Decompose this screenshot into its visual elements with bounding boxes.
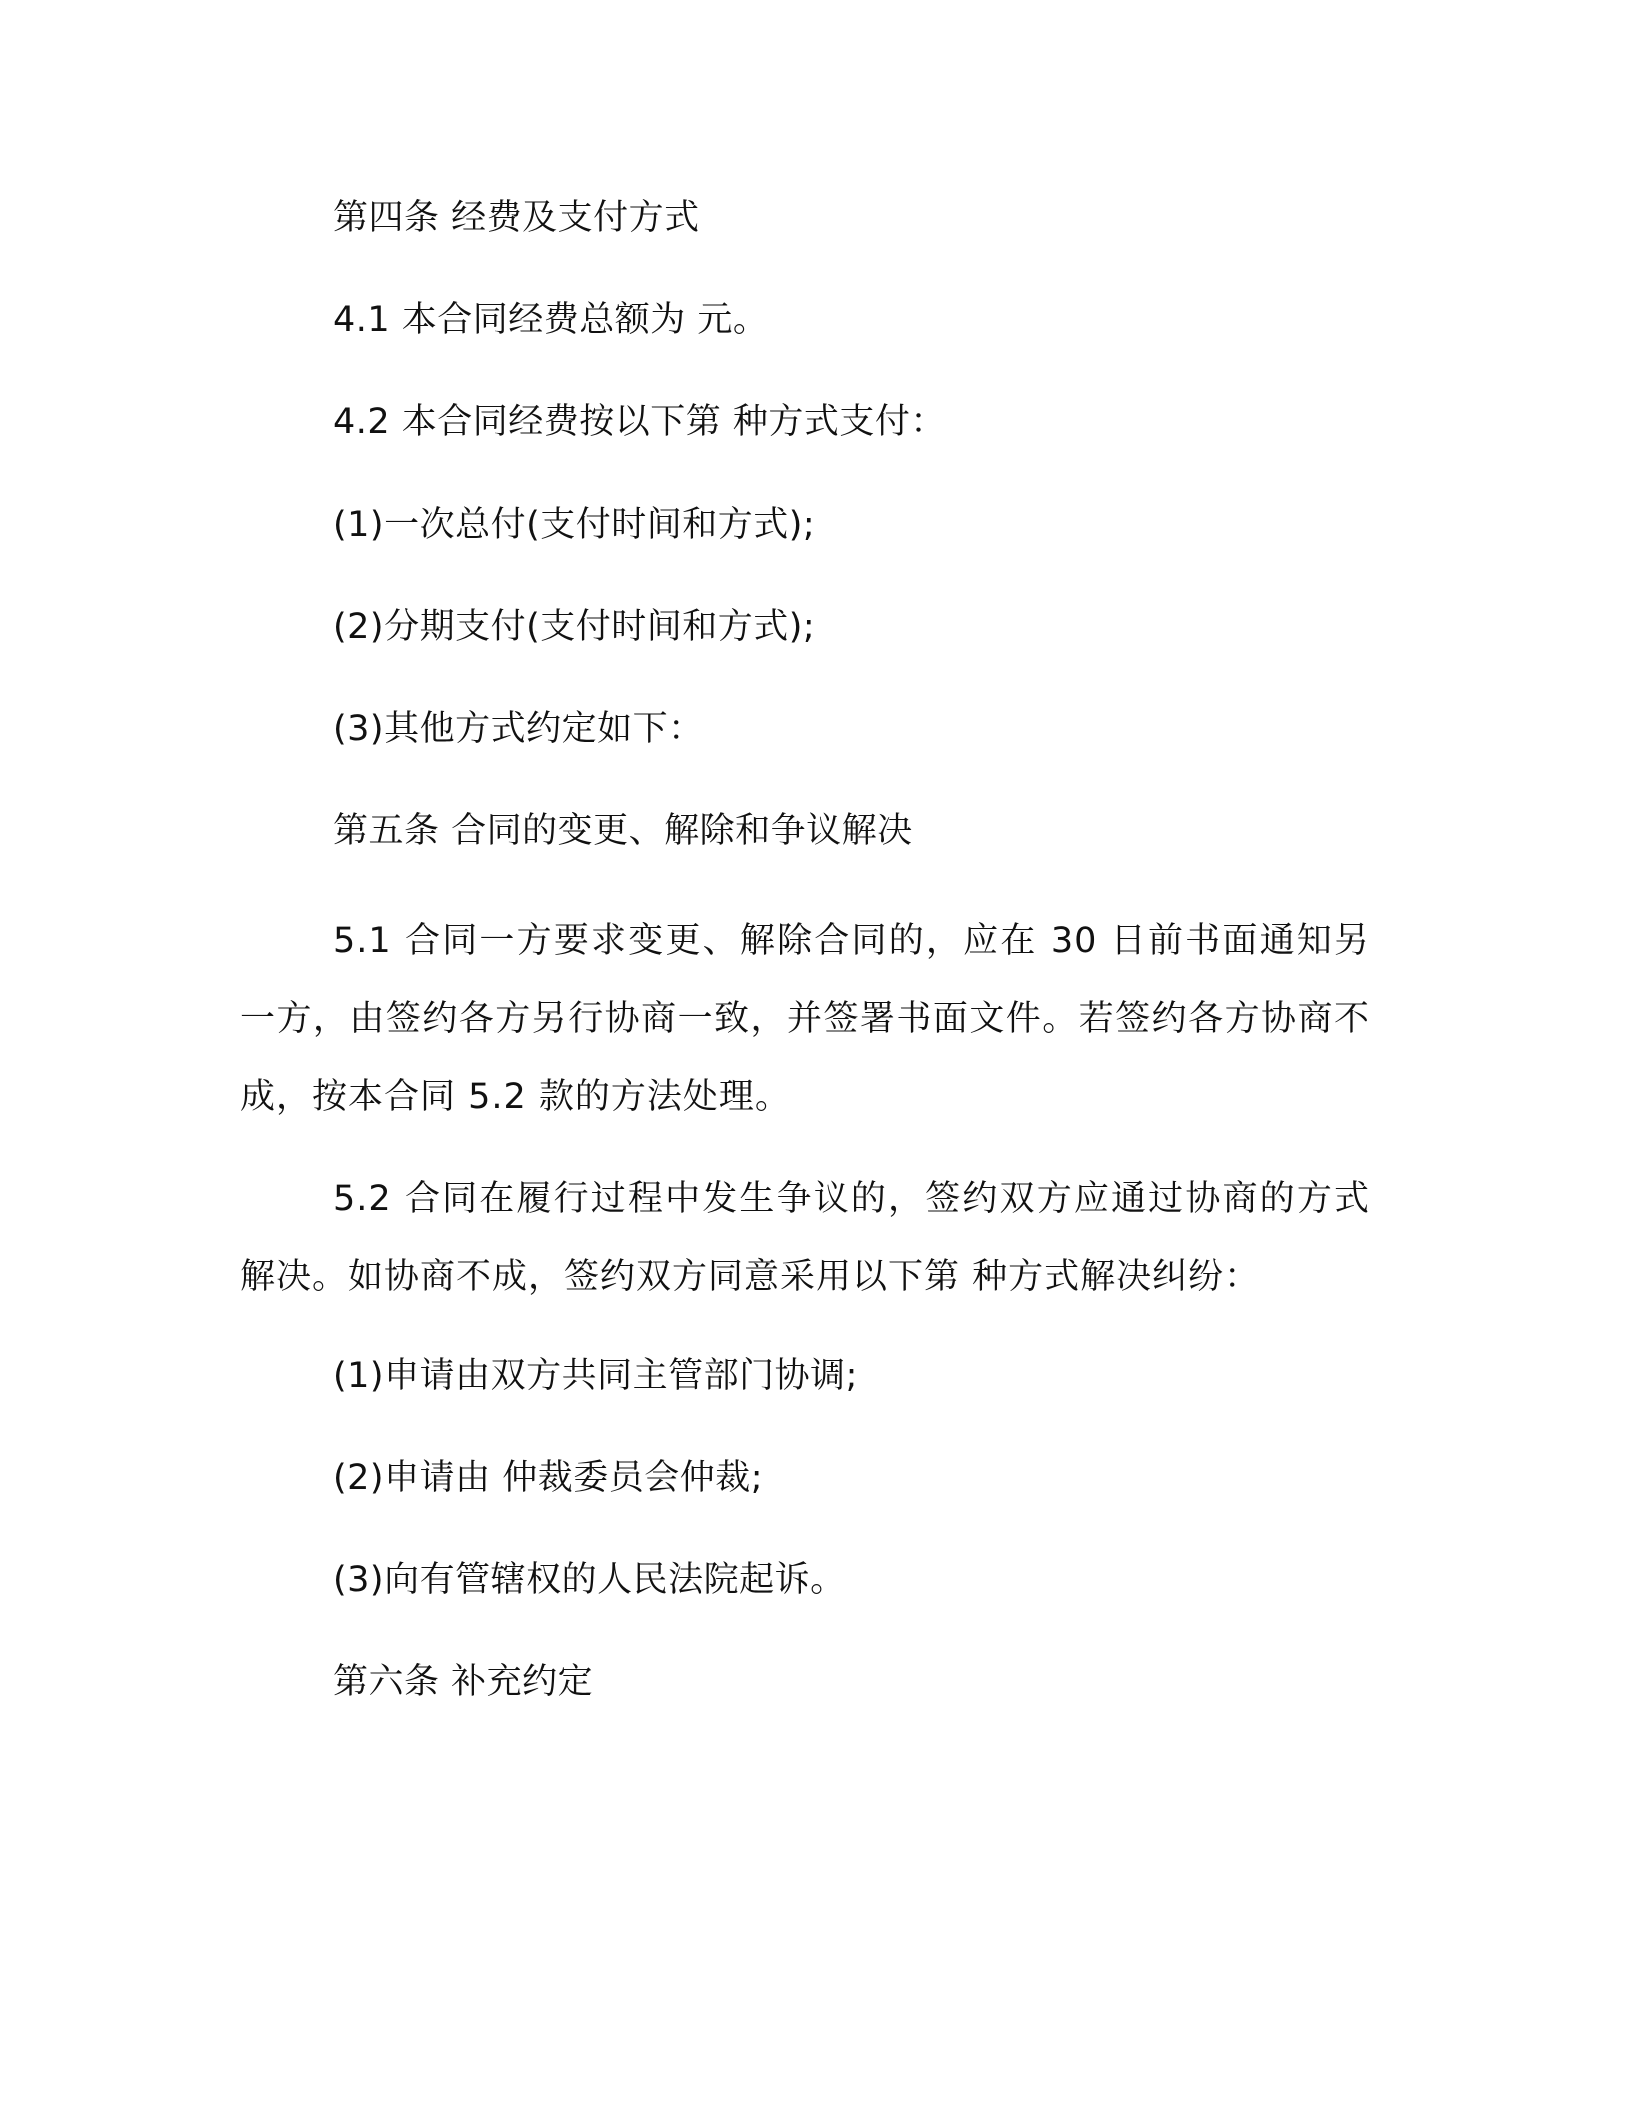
article-5-heading: 第五条 合同的变更、解除和争议解决 (333, 811, 913, 851)
clause-5-2: 5.2 合同在履行过程中发生争议的，签约双方应通过协商的方式解决。如协商不成，签约双方同意采用以下第 种方式解决纠纷： (240, 1179, 1370, 1297)
clause-5-1: 5.1 合同一方要求变更、解除合同的，应在 30 日前书面通知另一方，由签约各方另行协商一致，并签署书面文件。若签约各方协商不成，按本合同 5.2 款的方法处理。 (240, 921, 1370, 1117)
dispute-option-3: (3)向有管辖权的人民法院起诉。 (333, 1560, 846, 1600)
payment-option-3: (3)其他方式约定如下： (333, 709, 704, 749)
dispute-option-2: (2)申请由 仲裁委员会仲裁; (333, 1458, 763, 1498)
article-4-heading: 第四条 经费及支付方式 (333, 198, 700, 238)
payment-option-2: (2)分期支付(支付时间和方式); (333, 607, 816, 647)
clause-4-1: 4.1 本合同经费总额为 元。 (333, 300, 769, 340)
clause-4-2: 4.2 本合同经费按以下第 种方式支付： (333, 402, 946, 442)
dispute-option-1: (1)申请由双方共同主管部门协调; (333, 1356, 858, 1396)
payment-option-1: (1)一次总付(支付时间和方式); (333, 505, 816, 545)
article-6-heading: 第六条 补充约定 (333, 1662, 594, 1702)
